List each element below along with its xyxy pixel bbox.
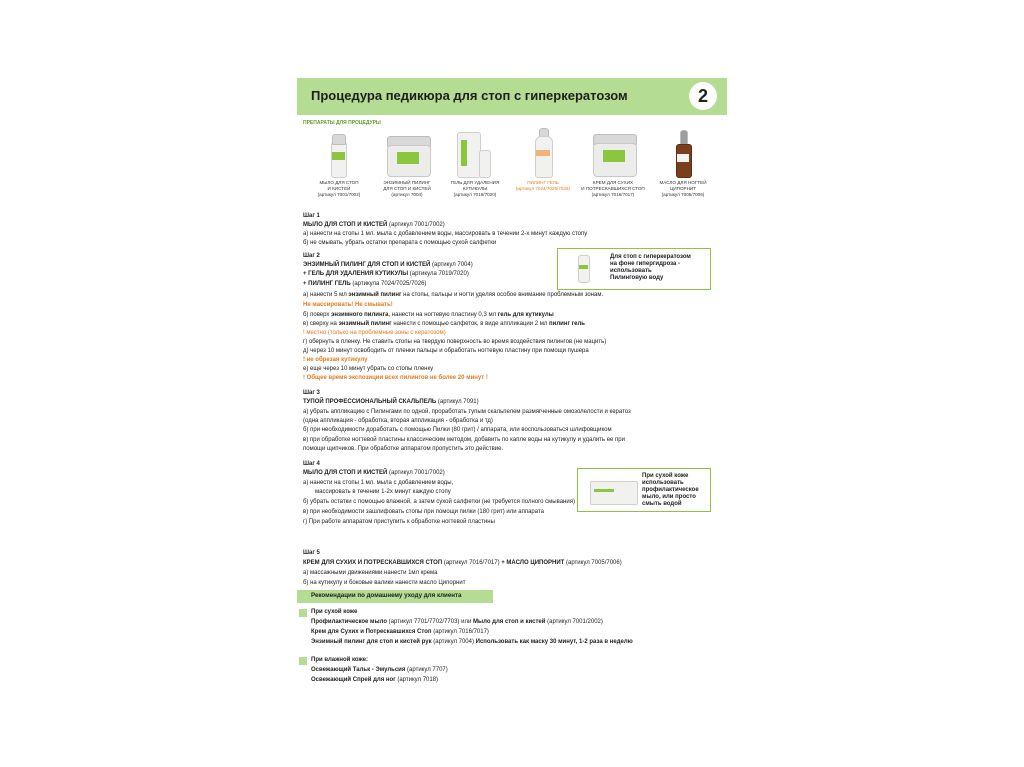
product-caption: МЫЛО ДЛЯ СТОП И КИСТЕЙ (артикул 7001/7002) bbox=[317, 180, 361, 197]
product-caption: КРЕМ ДЛЯ СУХИХ И ПОТРЕСКАВШИХСЯ СТОП (артикул 7016/7017) bbox=[581, 180, 645, 197]
product-image bbox=[509, 128, 577, 178]
wet-rec-2: Освежающий Спрей для ног (артикул 7018) bbox=[311, 677, 439, 683]
note-hyperhidrosis bbox=[557, 248, 711, 290]
step4-b: б) убрать остатки с помощью влажной, а затем сухой салфетки (не требуется полного смывания) bbox=[303, 499, 575, 505]
recommendations-title: Рекомендации по домашнему уходу для клиента bbox=[311, 592, 462, 599]
step4-a2: массировать в течении 1-2х минут каждую стопу bbox=[315, 489, 451, 495]
note-dry-skin bbox=[577, 468, 711, 512]
product-image bbox=[649, 128, 717, 178]
step1-label: Шаг 1 bbox=[303, 213, 320, 219]
product-foot-soap bbox=[305, 128, 373, 208]
step2-title1: ЭНЗИМНЫЙ ПИЛИНГ ДЛЯ СТОП И КИСТЕЙ (артикул 7004) bbox=[303, 262, 473, 268]
document-page bbox=[297, 78, 727, 698]
step2-f: е) еще через 10 минут убрать со стопы пленку bbox=[303, 366, 434, 372]
step3-a2: (одна аппликация - обработка, вторая аппликация - обработка и тд) bbox=[303, 418, 493, 424]
step2-a: а) нанести 5 мл энзимный пилинг на стопы, пальцы и ногти уделяя особое внимание проблемным зонам. bbox=[303, 292, 604, 298]
bullet-square bbox=[299, 609, 307, 617]
step4-d: г) При работе аппаратом приступить к обработке ногтевой пластины bbox=[303, 519, 495, 525]
product-image bbox=[305, 128, 373, 178]
dry-rec-1: Профилактическое мыло (артикул 7701/7702/7703) или Мыло для стоп и кистей (артикул 7001/2002) bbox=[311, 619, 603, 625]
step4-label: Шаг 4 bbox=[303, 461, 320, 467]
step2-warning-1: Не массировать! Не смывать! bbox=[303, 302, 393, 308]
step5-a: а) массажными движениями нанести 1мл крема bbox=[303, 570, 438, 576]
dry-skin-heading: При сухой коже bbox=[311, 609, 358, 615]
product-caption: ПИЛИНГ ГЕЛЬ (артикул 7024/7025/7026) bbox=[515, 180, 571, 191]
product-image bbox=[373, 128, 441, 178]
wet-skin-heading: При влажной коже: bbox=[311, 657, 369, 663]
products-row bbox=[303, 128, 723, 208]
bullet-square bbox=[299, 657, 307, 665]
step3-b: б) при необходимости доработать с помощью Пилки (80 грит) / аппарата, или воспользоваться шлифовщиком bbox=[303, 427, 612, 433]
product-image bbox=[579, 128, 647, 178]
step2-c: в) сверху на энзимный пилинг нанести с помощью салфеток, в виде аппликации 2 мл пилинг гель bbox=[303, 321, 585, 327]
product-image bbox=[441, 128, 509, 178]
step3-title: ТУПОЙ ПРОФЕССИОНАЛЬНЫЙ СКАЛЬПЕЛЬ (артикул 7091) bbox=[303, 399, 479, 405]
wet-rec-1: Освежающий Тальк - Эмульсия (артикул 7707) bbox=[311, 667, 448, 673]
note-text: При сухой коже использовать профилактическое мыло, или просто смыть водой bbox=[642, 473, 699, 507]
preparations-title: ПРЕПАРАТЫ ДЛЯ ПРОЦЕДУРЫ bbox=[303, 120, 381, 126]
step2-title3: + ПИЛИНГ ГЕЛЬ (артикула 7024/7025/7026) bbox=[303, 281, 427, 287]
step2-e: д) через 10 минут освободить от пленки пальцы и обработать ногтевую пластину при помощи пушера bbox=[303, 348, 589, 354]
step5-label: Шаг 5 bbox=[303, 550, 320, 556]
product-caption: МАСЛО ДЛЯ НОГТЕЙ ЦИПОРНИТ (артикул 7005/7006) bbox=[659, 180, 707, 197]
step2-b: б) поверх энзимного пилинга, нанести на ногтевую пластину 0,3 мл гель для кутикулы bbox=[303, 312, 554, 318]
page-header bbox=[297, 78, 727, 115]
recommendations-bar bbox=[297, 590, 493, 603]
step3-label: Шаг 3 bbox=[303, 390, 320, 396]
product-peeling-gel bbox=[509, 128, 577, 208]
product-image bbox=[564, 253, 604, 283]
product-enzyme-peeling bbox=[373, 128, 441, 208]
step1-b: б) не смывать, убрать остатки препарата с помощью сухой салфетки bbox=[303, 240, 497, 246]
product-foot-cream bbox=[579, 128, 647, 208]
product-caption: ГЕЛЬ ДЛЯ УДАЛЕНИЯ КУТИКУЛЫ (артикул 7019/7020) bbox=[450, 180, 500, 197]
product-image bbox=[584, 473, 640, 503]
step3-c2: помощи щипчиков. При обработке аппаратом пропустить это действие. bbox=[303, 446, 504, 452]
step5-title: КРЕМ ДЛЯ СУХИХ И ПОТРЕСКАВШИХСЯ СТОП (артикул 7016/7017) + МАСЛО ЦИПОРНИТ (артикул 7005/7006) bbox=[303, 560, 622, 566]
step5-b: б) на кутикулу и боковые валики нанести масло Ципорнит bbox=[303, 580, 466, 586]
step2-warning-2: ! местно (только на проблемные зоны с кератозом) bbox=[303, 330, 446, 336]
step2-warning-3: ! не обрезая кутикулу bbox=[303, 357, 368, 363]
step2-warning-4: ! Общее время экспозиции всех пилингов не более 20 минут ! bbox=[303, 375, 488, 381]
product-caption: ЭНЗИМНЫЙ ПИЛИНГ ДЛЯ СТОП И КИСТЕЙ (артикул 7004) bbox=[383, 180, 431, 197]
step2-d: г) обернуть в пленку. Не ставить стопы на твердую поверхность во время воздействия пилингов (не мацить) bbox=[303, 339, 607, 345]
dry-rec-2: Крем для Сухих и Потрескавшихся Стоп (артикул 7016/7017) bbox=[311, 629, 489, 635]
step3-a1: а) убрать аппликацию с Пилингами по одной, проработать тупым скальпелем размягченные омозолелости и кератоз bbox=[303, 409, 631, 415]
step4-c: в) при необходимости зашлифовать стопы при помощи пилки (180 грит) или аппарата bbox=[303, 509, 544, 515]
product-nail-oil bbox=[649, 128, 717, 208]
step4-title: МЫЛО ДЛЯ СТОП И КИСТЕЙ (артикул 7001/7002) bbox=[303, 470, 445, 476]
step3-c1: в) при обработке ногтевой пластины классическим методом, добавить по капле воды на кутикулу и удалить ее при bbox=[303, 437, 625, 443]
product-cuticle-gel bbox=[441, 128, 509, 208]
step4-a1: а) нанести на стопы 1 мл. мыла с добавлением воды, bbox=[303, 480, 454, 486]
step2-title2: + ГЕЛЬ ДЛЯ УДАЛЕНИЯ КУТИКУЛЫ (артикула 7019/7020) bbox=[303, 271, 469, 277]
page-number-badge: 2 bbox=[689, 82, 717, 110]
step2-label: Шаг 2 bbox=[303, 253, 320, 259]
page-title: Процедура педикюра для стоп с гиперкератозом bbox=[311, 88, 628, 103]
step1-a: а) нанести на стопы 1 мл. мыла с добавлением воды, массировать в течении 2-х минут каждую стопу bbox=[303, 231, 588, 237]
step1-title: МЫЛО ДЛЯ СТОП И КИСТЕЙ (артикул 7001/7002) bbox=[303, 222, 445, 228]
dry-rec-3: Энзимный пилинг для стоп и кистей рук (артикул 7004) Использовать как маску 30 минут, 1-2 раза в неделю bbox=[311, 639, 633, 645]
note-text: Для стоп с гиперкератозом на фоне гипергидроза - использовать Пилинговую воду bbox=[610, 254, 691, 281]
